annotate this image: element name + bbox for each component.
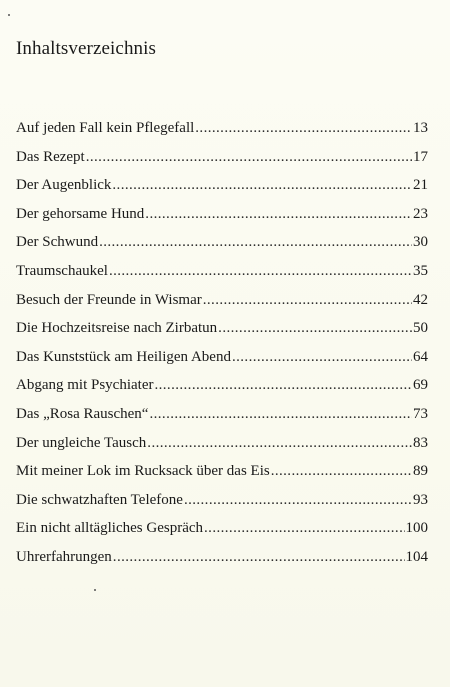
toc-entry (16, 171, 428, 200)
toc-dot-leader (149, 400, 412, 429)
toc-entry (16, 486, 428, 515)
toc-entry-page-number: 64 (413, 348, 428, 365)
toc-entry-title: Besuch der Freunde in Wismar (16, 291, 202, 308)
toc-entry-page-number: 83 (413, 434, 428, 451)
toc-entry-title: Der gehorsame Hund (16, 205, 145, 222)
toc-entry-title: Die schwatzhaften Telefone (16, 491, 183, 508)
toc-entry-title: Der Schwund (16, 234, 99, 251)
toc-entry (16, 228, 428, 257)
toc-entry-title: Der Augenblick (16, 177, 112, 194)
toc-entry-page-number: 73 (413, 405, 428, 422)
toc-entry-title: Das Kunststück am Heiligen Abend (16, 348, 231, 365)
toc-entry-page-number: 17 (413, 148, 428, 165)
toc-dot-leader (271, 457, 412, 486)
toc-dot-leader (154, 371, 412, 400)
toc-entry (16, 457, 428, 486)
toc-entry (16, 114, 428, 143)
toc-dot-leader (112, 171, 412, 200)
toc-dot-leader (184, 486, 412, 515)
toc-entry-page-number: 35 (413, 262, 428, 279)
table-of-contents (16, 114, 428, 572)
toc-entry (16, 514, 428, 543)
toc-entry (16, 257, 428, 286)
toc-entry-page-number: 93 (413, 491, 428, 508)
toc-dot-leader (204, 514, 404, 543)
print-speck (8, 14, 10, 16)
toc-entry-page-number: 50 (413, 320, 428, 337)
toc-dot-leader (99, 228, 412, 257)
toc-entry-title: Ein nicht alltägliches Gespräch (16, 520, 204, 537)
toc-entry-page-number: 69 (413, 377, 428, 394)
toc-dot-leader (218, 314, 412, 343)
toc-entry-title: Traumschaukel (16, 262, 108, 279)
toc-dot-leader (147, 429, 412, 458)
toc-entry (16, 429, 428, 458)
toc-entry-title: Die Hochzeitsreise nach Zirbatun (16, 320, 218, 337)
toc-entry-title: Abgang mit Psychiater (16, 377, 154, 394)
toc-entry-page-number: 23 (413, 205, 428, 222)
toc-dot-leader (86, 143, 412, 172)
print-speck (94, 589, 96, 591)
toc-entry-page-number: 89 (413, 463, 428, 480)
toc-dot-leader (109, 257, 412, 286)
toc-entry (16, 400, 428, 429)
toc-entry-title: Mit meiner Lok im Rucksack über das Eis (16, 463, 270, 480)
toc-entry-title: Das Rezept (16, 148, 85, 165)
toc-entry (16, 343, 428, 372)
toc-dot-leader (195, 114, 412, 143)
toc-entry-page-number: 104 (405, 548, 428, 565)
toc-dot-leader (113, 543, 405, 572)
toc-entry (16, 286, 428, 315)
toc-entry (16, 200, 428, 229)
toc-entry-page-number: 42 (413, 291, 428, 308)
toc-entry-page-number: 30 (413, 234, 428, 251)
page-title: Inhaltsverzeichnis (16, 38, 157, 59)
toc-dot-leader (145, 200, 412, 229)
toc-entry (16, 143, 428, 172)
toc-entry (16, 314, 428, 343)
toc-entry (16, 371, 428, 400)
toc-dot-leader (232, 343, 412, 372)
toc-entry-title: Auf jeden Fall kein Pflegefall (16, 120, 195, 136)
toc-entry (16, 543, 428, 572)
toc-entry-title: Uhrerfahrungen (16, 548, 112, 565)
toc-entry-title: Der ungleiche Tausch (16, 434, 147, 451)
toc-entry-page-number: 100 (405, 520, 428, 537)
toc-entry-title: Das „Rosa Rauschen“ (16, 405, 149, 422)
toc-dot-leader (203, 286, 412, 315)
toc-entry-page-number: 21 (413, 177, 428, 194)
toc-entry-page-number: 13 (413, 120, 428, 136)
